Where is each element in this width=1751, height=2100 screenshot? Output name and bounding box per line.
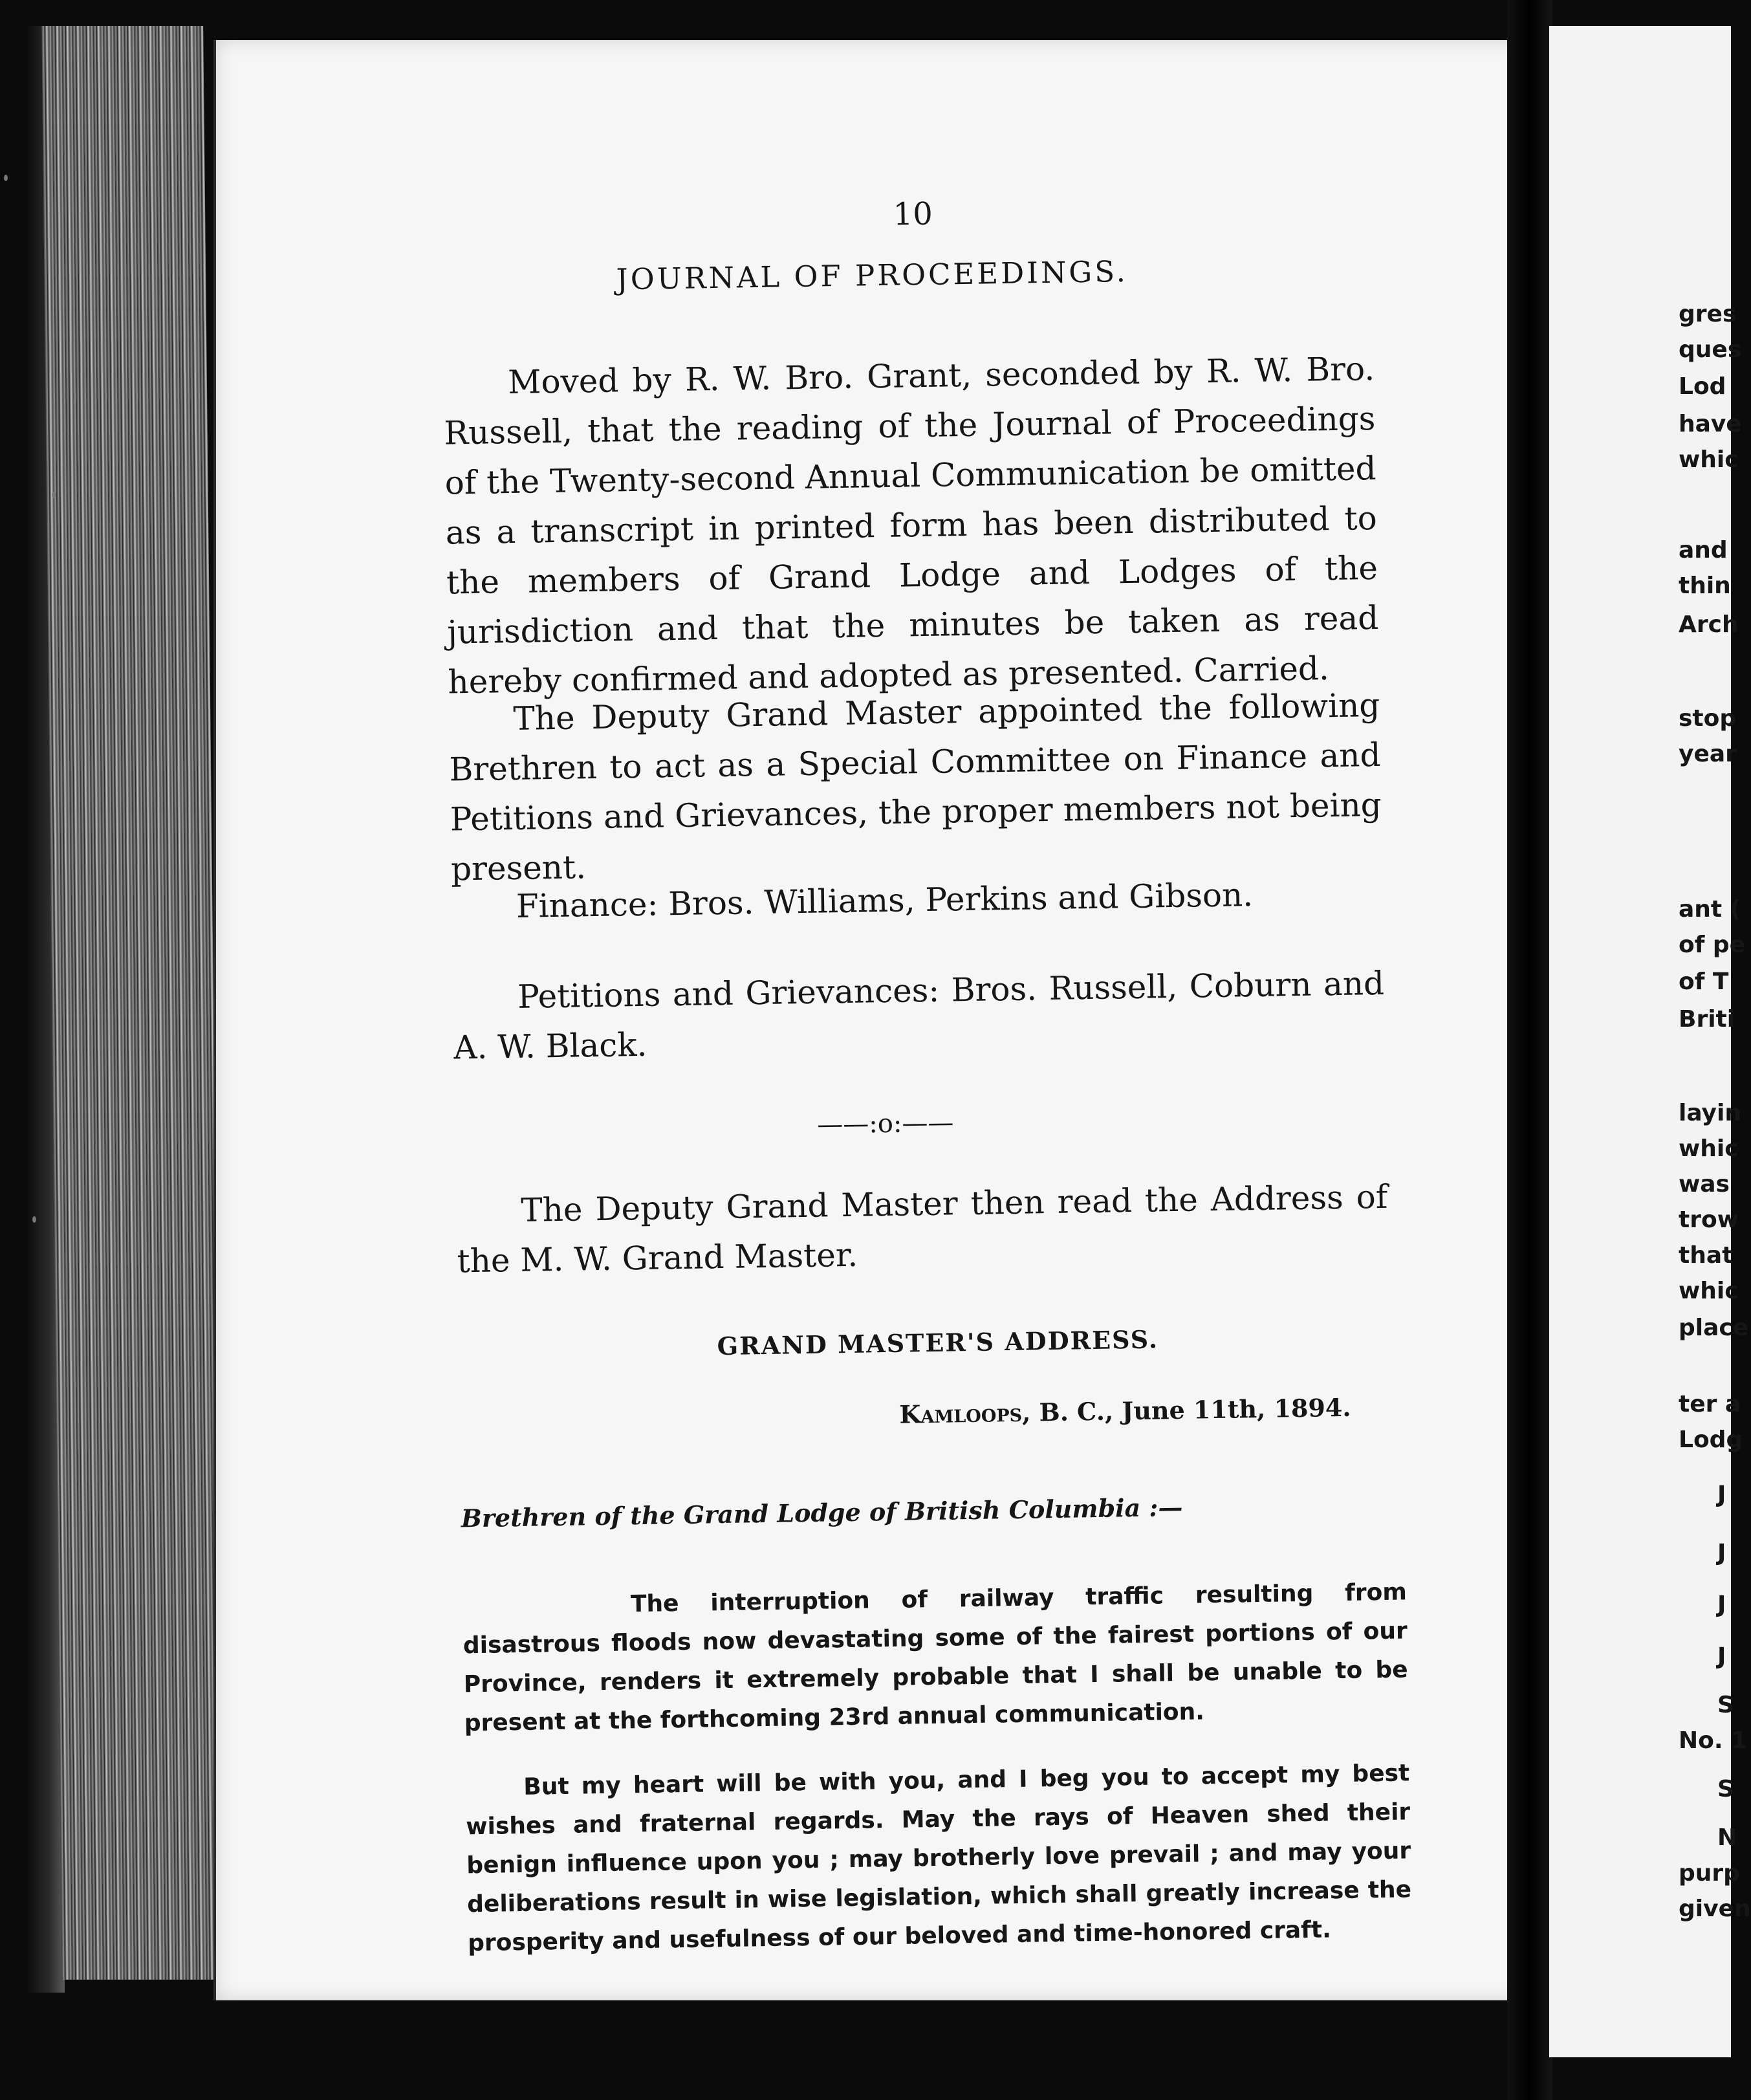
section-separator: ——:o:—— [816,1108,954,1140]
page-number: 10 [893,195,933,233]
right-page-fragment: purp [1679,1860,1740,1887]
right-page-fragment: N [1717,1824,1737,1851]
book-gutter [1507,0,1552,2100]
right-page-fragment: was [1679,1171,1730,1198]
finance-committee: Finance: Bros. Williams, Perkins and Gibson. [516,876,1254,925]
address-salutation: Brethren of the Grand Lodge of British Columbia :— [461,1492,1183,1533]
scan-speck [32,1216,36,1223]
right-page-fragment: that [1679,1242,1734,1269]
right-page-fragment: whic [1679,1278,1739,1304]
right-page-fragment: stop [1679,705,1737,732]
right-page-fragment: whic [1679,446,1739,473]
right-page-fragment: whic [1679,1135,1739,1162]
right-page-fragment: Lod [1679,373,1726,400]
right-page-fragment: J [1717,1540,1726,1566]
motion-paragraph: Moved by R. W. Bro. Grant, seconded by R. W. Bro. Russell, that the reading of the Journal of Proceedings of the Twenty-second Annual Communication be omitted as a transcript in printed form has been distributed to the members of Grand Lodge and Lodges of the jurisdiction and that the minutes be taken as read hereby confirmed and adopted as presented. Carried. [444,350,1379,701]
address-intro-paragraph: The Deputy Grand Master then read the Address of the M. W. Grand Master. [457,1177,1388,1280]
address-heading: GRAND MASTER'S ADDRESS. [717,1324,1159,1361]
right-page-fragment: Arch [1679,611,1739,638]
right-page-fragment: Lodg [1679,1427,1743,1453]
right-page-fragment: gres [1679,301,1737,327]
right-page-fragment: year [1679,741,1737,767]
right-page-fragment: thin [1679,573,1731,599]
right-page-fragment: No. 1 [1679,1727,1748,1754]
right-page-fragment: S [1717,1692,1734,1718]
scan-speck [52,492,56,498]
letter-paragraph-1: The interruption of railway traffic resulting from disastrous floods now devastating some of the fairest portions of our Province, renders it extremely probable that I shall be unable to be present at the forthcoming 23rd annual communication. [462,1579,1409,1737]
right-page-fragment: of pe [1679,932,1746,958]
right-page-fragment: ques [1679,336,1742,363]
right-page-fragment: J [1717,1643,1726,1670]
right-page-fragment: J [1717,1482,1726,1508]
right-page-fragment: place [1679,1315,1749,1341]
section-title: JOURNAL OF PROCEEDINGS. [616,254,1129,297]
page-edges [41,26,224,1980]
right-page-fragment: and [1679,537,1728,563]
petitions-committee: Petitions and Grievances: Bros. Russell, Coburn and A. W. Black. [453,964,1385,1067]
address-place: Kamloops [899,1397,1023,1429]
right-page-fragment: ant ( [1679,896,1741,923]
right-page-fragment: J [1717,1591,1726,1618]
right-page-fragment: Briti [1679,1006,1735,1033]
right-page-fragment: ter a [1679,1391,1741,1417]
right-page-fragment: trow [1679,1207,1739,1233]
right-page-fragment: layin [1679,1100,1741,1126]
right-page-fragment: have [1679,411,1742,437]
right-page-fragment: given [1679,1896,1751,1922]
committee-paragraph: The Deputy Grand Master appointed the following Brethren to act as a Special Committee on Finance and Petitions and Grievances, the proper members not being present. [449,686,1382,888]
letter-paragraph-2: But my heart will be with you, and I beg you to accept my best wishes and fraternal regards. May the rays of Heaven shed their benign influence upon you ; may brotherly love prevail ; and may your deliberations result in wise legislation, which shall greatly increase the prosperity and usefulness of our beloved and time-honored craft. [465,1760,1412,1957]
right-page-fragment: of T [1679,968,1729,995]
address-date: , B. C., June 11th, 1894. [1021,1392,1351,1427]
right-page-fragment: S [1717,1776,1734,1802]
scan-speck [4,175,8,181]
